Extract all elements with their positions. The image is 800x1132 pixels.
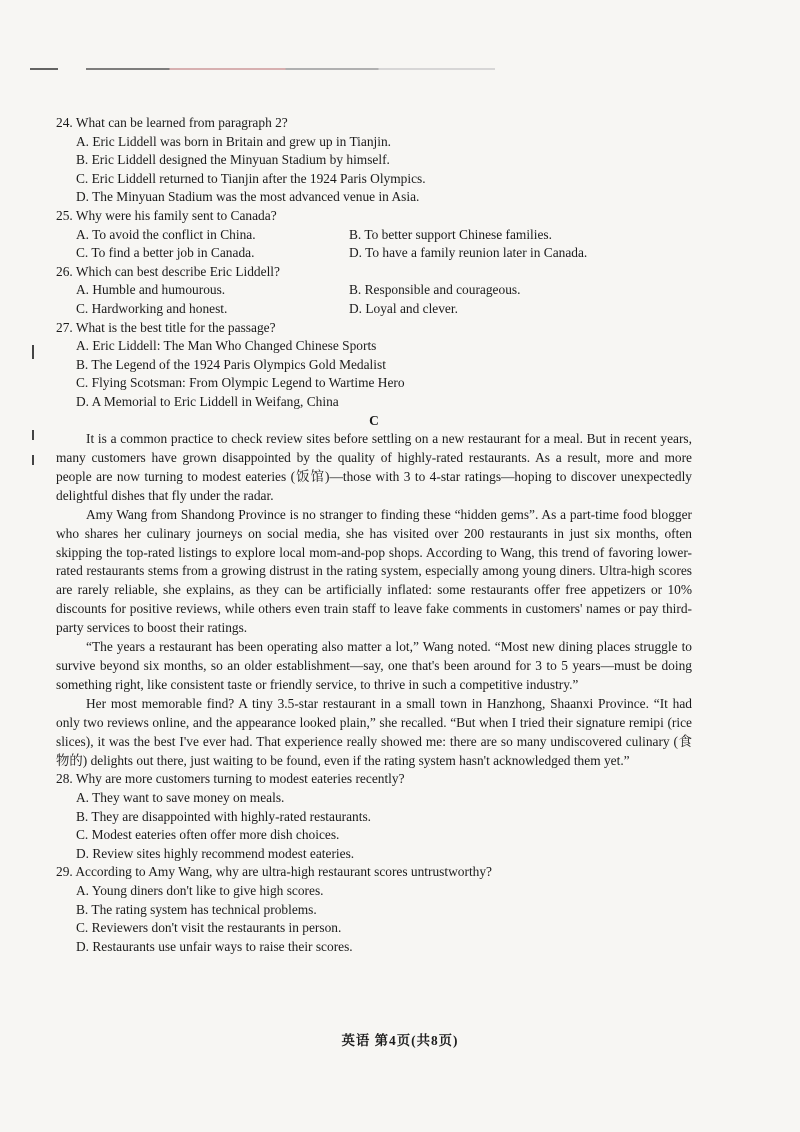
question-stem: 29. According to Amy Wang, why are ultra-high restaurant scores untrustworthy? [56, 864, 492, 880]
scan-top-rule [30, 68, 495, 70]
margin-mark [32, 345, 34, 359]
option-d: D. Review sites highly recommend modest eateries. [76, 845, 355, 861]
margin-mark [32, 430, 34, 440]
passage [56, 430, 692, 770]
option-a: A. Young diners don't like to give high scores. [76, 882, 324, 898]
option-a: A. Eric Liddell was born in Britain and grew up in Tianjin. [76, 133, 392, 149]
question-24 [56, 114, 692, 207]
option-d: D. A Memorial to Eric Liddell in Weifang, China [76, 393, 339, 409]
question-29 [56, 863, 692, 956]
exam-page [56, 114, 692, 956]
question-stem: 26. Which can best describe Eric Liddell? [56, 263, 280, 279]
passage-paragraph: Amy Wang from Shandong Province is no stranger to finding these “hidden gems”. As a part-time food blogger who shares her culinary journeys on social media, she has visited over 200 restaurants in just six months, often skipping the top-rated listings to explore local mom-and-pop shops. According to Wang, this trend of favoring lower-rated restaurants stems from a growing distrust in the rating system, especially among young diners. Ultra-high scores are rarely reliable, she explains, as they can be artificially inflated: some restaurants offer free appetizers or 10% discounts for positive reviews, while others even train staff to leave fake comments in customers' names or pay third-party services to boost their ratings. [56, 506, 692, 636]
question-stem: 25. Why were his family sent to Canada? [56, 207, 277, 223]
question-stem: 24. What can be learned from paragraph 2? [56, 115, 288, 130]
margin-mark [32, 455, 34, 465]
question-stem: 28. Why are more customers turning to modest eateries recently? [56, 771, 405, 787]
option-c: C. Reviewers don't visit the restaurants in person. [76, 920, 342, 936]
option-d: D. Loyal and clever. [349, 300, 458, 316]
option-b: B. To better support Chinese families. [349, 226, 552, 242]
option-b: B. Eric Liddell designed the Minyuan Stadium by himself. [76, 152, 390, 168]
option-c: C. Eric Liddell returned to Tianjin after the 1924 Paris Olympics. [76, 170, 426, 186]
question-25 [56, 207, 692, 263]
option-b: B. Responsible and courageous. [349, 282, 521, 298]
option-b: B. They are disappointed with highly-rated restaurants. [76, 808, 372, 824]
passage-paragraph: Her most memorable find? A tiny 3.5-star restaurant in a small town in Hanzhong, Shaanxi Province. “It had only two reviews online, and the appearance looked plain,” she recalled. “But when I tried their signature remipi (rice slices), it was the best I've ever had. That experience really showed me: there are so many undiscovered culinary (食物的) delights out there, just waiting to be found, even if the rating system hasn't acknowledged them yet.” [56, 695, 692, 768]
question-28 [56, 770, 692, 863]
option-c: C. Hardworking and honest. [76, 300, 228, 316]
passage-paragraph: “The years a restaurant has been operating also matter a lot,” Wang noted. “Most new dining places struggle to survive beyond six months, so an older establishment—say, one that's been around for 3 to 5 years—must be doing something right, like consistent taste or friendly service, to thrive in such a competitive industry.” [56, 639, 692, 692]
option-d: D. Restaurants use unfair ways to raise their scores. [76, 938, 353, 954]
question-stem: 27. What is the best title for the passage? [56, 319, 276, 335]
option-a: A. Eric Liddell: The Man Who Changed Chinese Sports [76, 338, 377, 354]
page-footer: 英语 第4页(共8页) [341, 1033, 459, 1048]
question-27 [56, 319, 692, 412]
passage-paragraph: It is a common practice to check review sites before settling on a new restaurant for a meal. But in recent years, many customers have grown disappointed by the quality of highly-rated restaurants. As a result, more and more people are now turning to modest eateries (饭馆)—those with 3 to 4-star ratings—hoping to discover unexpectedly delightful dishes that fly under the radar. [56, 431, 692, 503]
option-b: B. The Legend of the 1924 Paris Olympics Gold Medalist [76, 356, 386, 372]
option-a: A. Humble and humourous. [76, 282, 226, 298]
option-c: C. To find a better job in Canada. [76, 245, 255, 261]
question-26 [56, 263, 692, 319]
option-a: A. To avoid the conflict in China. [76, 226, 256, 242]
option-d: D. To have a family reunion later in Canada. [349, 245, 588, 261]
option-c: C. Flying Scotsman: From Olympic Legend to Wartime Hero [76, 375, 405, 391]
option-b: B. The rating system has technical problems. [76, 901, 317, 917]
option-c: C. Modest eateries often offer more dish choices. [76, 827, 340, 843]
section-heading: C [369, 412, 379, 428]
option-d: D. The Minyuan Stadium was the most advanced venue in Asia. [76, 189, 420, 205]
option-a: A. They want to save money on meals. [76, 790, 285, 805]
